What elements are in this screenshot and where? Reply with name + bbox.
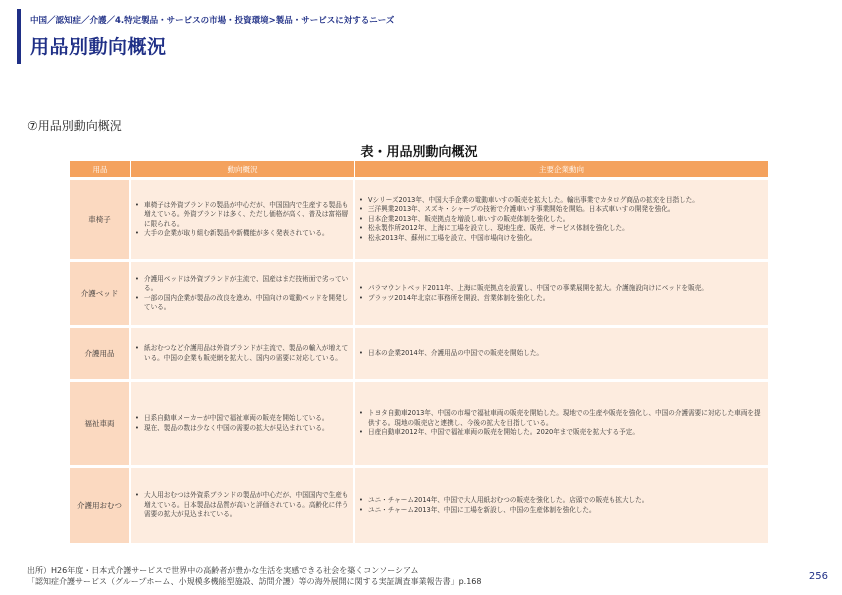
company-item: • 松永製作所2012年、上海に工場を設立し、現地生産、販売、サービス体制を強化した。 [359,224,764,233]
row-trends [131,325,355,379]
row-trends [131,259,355,325]
row-item: 介護ベッド [70,259,131,325]
trend-item: • 紙おむつなど介護用品は外資ブランドが主流で、製品の輸入が増えている。中国の企業も販売網を拡大し、国内の需要に対応している。 [135,344,349,363]
row-item: 車椅子 [70,177,131,259]
title-accent-bar [17,9,21,64]
table-row [70,325,768,379]
table-row [70,177,768,259]
source-note [27,565,482,587]
row-companies [355,465,768,543]
row-item: 介護用おむつ [70,465,131,543]
company-item: • ユニ・チャーム2013年、中国に工場を新設し、中国の生産体制を強化した。 [359,506,764,515]
table-row [70,259,768,325]
row-trends [131,177,355,259]
source-line: 「認知症介護サービス（グループホーム、小規模多機能型施設、訪問介護）等の海外展開に関する実証調査事業報告書」p.168 [27,577,482,586]
header-trends: 動向概況 [131,161,355,177]
page-title: 用品別動向概況 [30,36,167,58]
trend-item: • 現在、製品の数は少なく中国の需要の拡大が見込まれている。 [135,424,349,433]
header-item: 用品 [70,161,131,177]
trend-item: • 大手の企業が取り組む新製品や新機能が多く発表されている。 [135,229,349,238]
source-line: 出所）H26年度・日本式介護サービスで世界中の高齢者が豊かな生活を実感できる社会を築くコンソーシアム [27,566,419,575]
company-item: • ユニ・チャーム2014年、中国で大人用紙おむつの販売を強化した。店頭での販売も拡大した。 [359,496,764,505]
table-row [70,379,768,465]
row-companies [355,259,768,325]
row-companies [355,325,768,379]
company-item: • 日産自動車2012年、中国で福祉車両の販売を開始した。2020年まで販売を拡大する予定。 [359,428,764,437]
row-item: 福祉車両 [70,379,131,465]
row-trends [131,379,355,465]
row-companies [355,379,768,465]
company-item: • パラマウントベッド2011年、上海に販売拠点を設置し、中国での事業展開を拡大。介護施設向けにベッドを販売。 [359,284,764,293]
row-trends [131,465,355,543]
table-header-row [70,161,768,177]
company-item: • 松永2013年、蘇州に工場を設立、中国市場向けを強化。 [359,234,764,243]
trend-item: • 一部の国内企業が製品の改良を進め、中国向けの電動ベッドを開発している。 [135,294,349,313]
trend-item: • 日系自動車メーカーが中国で福祉車両の販売を開始している。 [135,414,349,423]
trend-item: • 介護用ベッドは外資ブランドが主流で、国産はまだ技術面で劣っている。 [135,275,349,294]
trend-item: • 車椅子は外資ブランドの製品が中心だが、中国国内で生産する製品も増えている。外資ブランドは多く、ただし価格が高く、普及は富裕層に限られる。 [135,201,349,229]
company-item: • 三洋興業2013年、スズキ・シャープの技術で介護車いす事業開始を開始。日本式車いすの開発を強化。 [359,205,764,214]
row-item: 介護用品 [70,325,131,379]
product-trend-table [70,161,768,543]
company-item: • Vシリーズ2013年、中国大手企業の電動車いすの販売を拡大した。輸出事業でカタログ商品の拡充を目指した。 [359,196,764,205]
breadcrumb: 中国／認知症／介護／4.特定製品・サービスの市場・投資環境>製品・サービスに対するニーズ [30,16,395,26]
company-item: • 日本企業2013年、販売拠点を増設し車いすの販売体制を強化した。 [359,215,764,224]
table-row [70,465,768,543]
row-companies [355,177,768,259]
company-item: • トヨタ自動車2013年、中国の市場で福祉車両の販売を開始した。現地での生産や販売を強化し、中国の介護需要に対応した車両を提供する。現地の販売店と連携し、今後の拡大を目指している。 [359,409,764,428]
table-title: 表・用品別動向概況 [360,145,478,160]
company-item: • プラッツ2014年北京に事務所を開設、営業体制を強化した。 [359,294,764,303]
company-item: • 日本の企業2014年、介護用品の中国での販売を開始した。 [359,349,764,358]
trend-item: • 大人用おむつは外資系ブランドの製品が中心だが、中国国内で生産も増えている。日本製品は品質が高いと評価されている。高齢化に伴う需要の拡大が見込まれている。 [135,491,349,519]
header-companies: 主要企業動向 [355,161,768,177]
section-heading: ⑦用品別動向概況 [27,119,122,133]
page-number: 256 [808,571,828,582]
